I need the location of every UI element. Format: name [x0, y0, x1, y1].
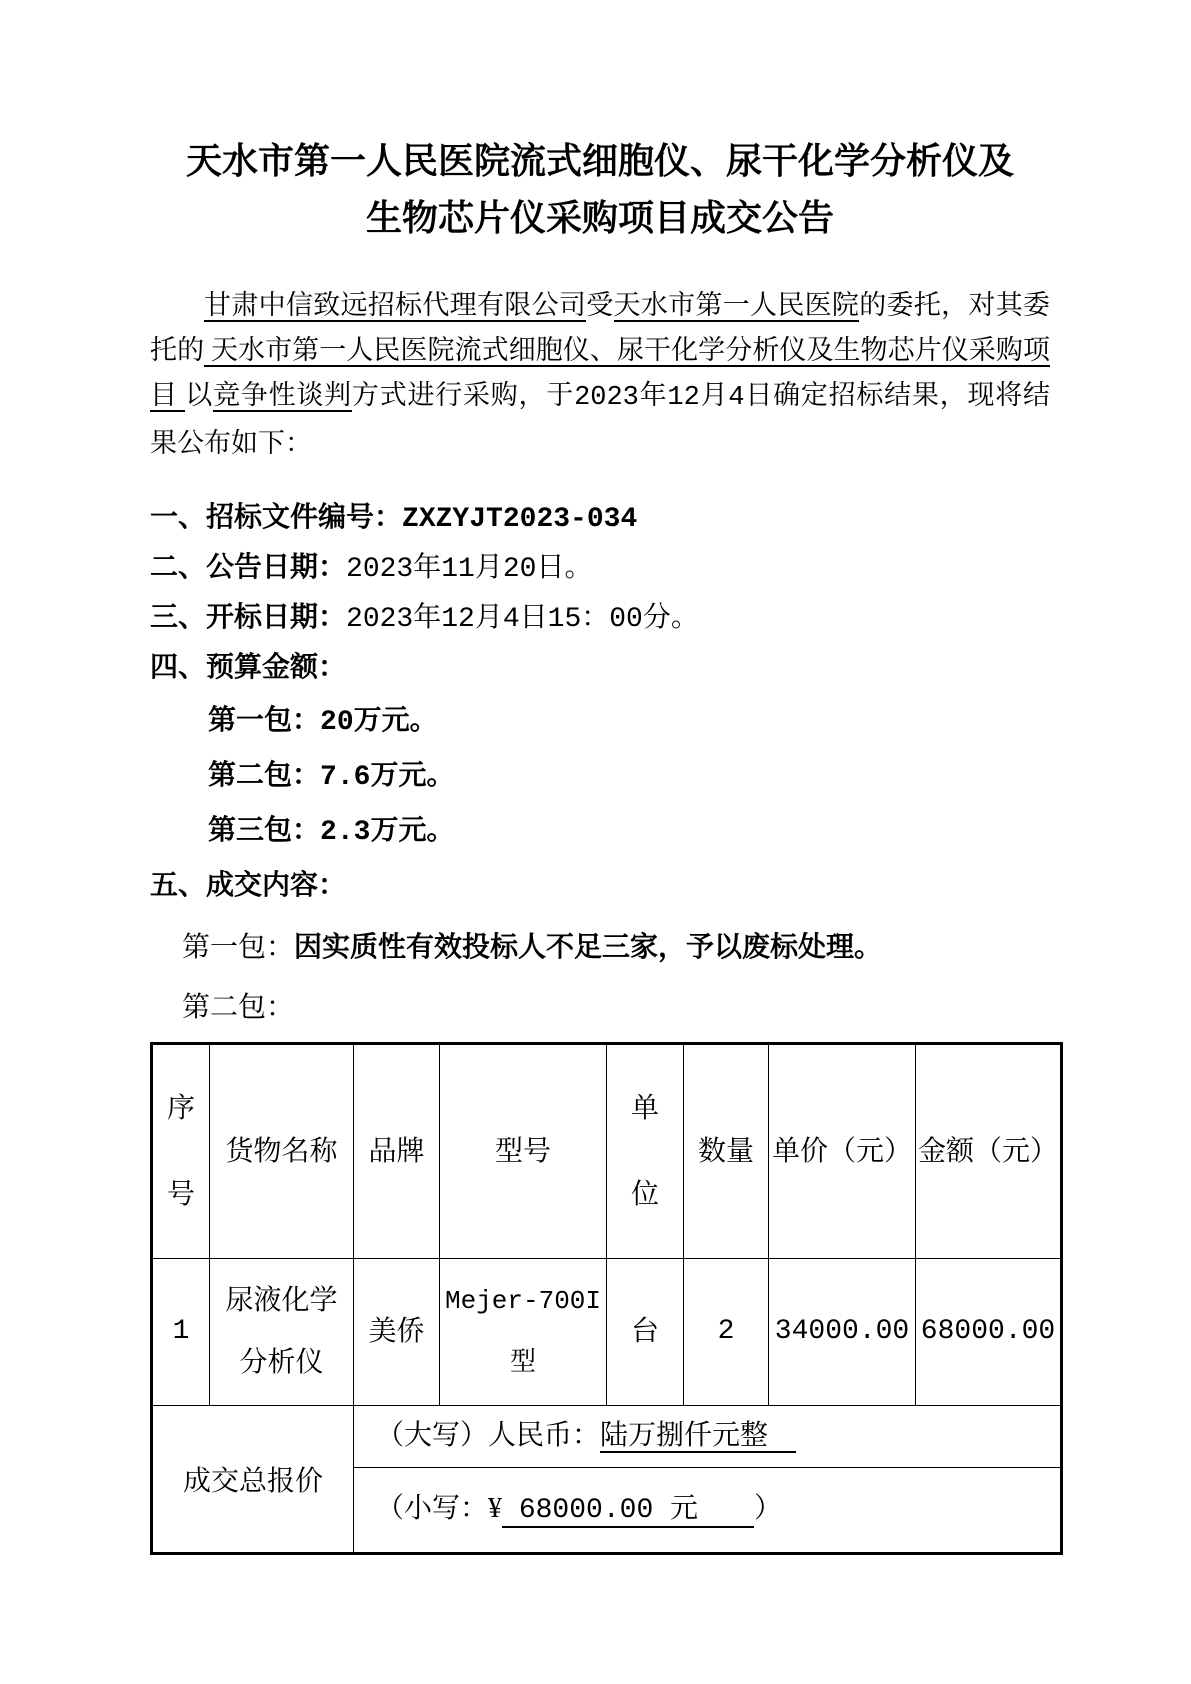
- header-unit-price: 单价（元）: [769, 1044, 916, 1259]
- header-brand: 品牌: [354, 1044, 440, 1259]
- intro-paragraph: [150, 283, 1050, 466]
- text-segment: 第三包：: [208, 815, 321, 846]
- cell-total-price-figures: [354, 1468, 1062, 1554]
- cell-brand: 美侨: [354, 1259, 440, 1406]
- text-segment: 四、预算金额：: [150, 652, 347, 683]
- text-segment: 以: [185, 380, 214, 410]
- text-segment: 2023年11月20日。: [346, 554, 593, 585]
- total-figures-prefix: （小写：¥: [376, 1492, 503, 1524]
- cell-unit-price: 34000.00: [769, 1259, 916, 1406]
- text-segment: 2023年12月4日15：00分。: [346, 604, 699, 635]
- award-package-2: [150, 984, 1050, 1032]
- text-segment: 二、公告日期：: [150, 552, 347, 583]
- cell-total-price-label: 成交总报价: [152, 1406, 354, 1554]
- text-segment: 三、开标日期：: [150, 602, 347, 633]
- text-segment: 第二包：: [208, 760, 321, 791]
- text-segment: 万元。: [353, 705, 438, 736]
- text-segment: 第一包：: [208, 705, 321, 736]
- cell-quantity: 2: [684, 1259, 769, 1406]
- section-bid-opening-date: [150, 594, 1050, 644]
- text-segment: 万元。: [370, 815, 455, 846]
- text-segment: 20: [320, 707, 354, 738]
- text-segment: 一、招标文件编号：: [150, 502, 403, 533]
- table-data-row: [152, 1259, 1062, 1406]
- table-total-row-words: [152, 1406, 1062, 1468]
- text-segment: 因实质性有效投标人不足三家，予以废标处理。: [294, 932, 883, 963]
- text-segment: 甘肃中信致远招标代理有限公司: [204, 290, 587, 320]
- title-line-2: 生物芯片仪采购项目成交公告: [365, 198, 834, 238]
- section-award-content: [150, 862, 1050, 910]
- cell-goods-name: 尿液化学分析仪: [210, 1259, 354, 1406]
- text-segment: 2023年12月4日: [574, 383, 774, 413]
- section-tender-doc-number: [150, 494, 1050, 544]
- text-segment: 第一包：: [182, 932, 295, 963]
- text-segment: 天水市第一人民医院: [613, 290, 860, 320]
- text-segment: ZXZYJT2023-034: [402, 504, 638, 535]
- cell-total-price-words: [354, 1406, 1062, 1468]
- total-words-prefix: （大写）人民币：: [376, 1420, 601, 1452]
- budget-package-1: [150, 697, 1050, 747]
- text-segment: 天水市第一人民医院流式细胞仪、尿干化学分析仪及生物芯片仪采购项目: [150, 335, 1051, 410]
- text-segment: 五、成交内容：: [150, 870, 347, 901]
- document-title: [150, 133, 1050, 247]
- header-quantity: 数量: [684, 1044, 769, 1259]
- total-figures-suffix: ）: [754, 1492, 783, 1524]
- text-segment: 2.3: [320, 817, 371, 848]
- text-segment: 7.6: [320, 762, 371, 793]
- section-budget-amount: [150, 644, 1050, 692]
- table-header-row: [152, 1044, 1062, 1259]
- total-figures-value: 68000.00 元: [502, 1494, 755, 1526]
- cell-amount: 68000.00: [916, 1259, 1062, 1406]
- budget-package-3: [150, 807, 1050, 857]
- text-segment: 方式进行采购，于: [351, 380, 575, 410]
- title-line-1: 天水市第一人民医院流式细胞仪、尿干化学分析仪及: [185, 141, 1014, 181]
- text-segment: 确定招标结果，现将结果公布如下：: [150, 380, 1051, 458]
- text-segment: 万元。: [370, 760, 455, 791]
- cell-unit: 台: [607, 1259, 684, 1406]
- total-words-value: 陆万捌仟元整: [600, 1420, 797, 1452]
- award-table: [150, 1042, 1063, 1555]
- section-announcement-date: [150, 544, 1050, 594]
- budget-package-2: [150, 752, 1050, 802]
- header-seq-no: 序号: [152, 1044, 210, 1259]
- text-segment: 受: [586, 290, 614, 320]
- text-segment: 第二包：: [182, 992, 295, 1023]
- header-goods-name: 货物名称: [210, 1044, 354, 1259]
- text-segment: 的委托，对其委托的: [150, 290, 1051, 365]
- cell-model: Mejer-700I型: [440, 1259, 607, 1406]
- cell-seq-no: 1: [152, 1259, 210, 1406]
- text-segment: 竞争性谈判: [213, 380, 352, 410]
- header-model: 型号: [440, 1044, 607, 1259]
- header-amount: 金额（元）: [916, 1044, 1062, 1259]
- award-package-1: [150, 924, 1050, 972]
- header-unit: 单位: [607, 1044, 684, 1259]
